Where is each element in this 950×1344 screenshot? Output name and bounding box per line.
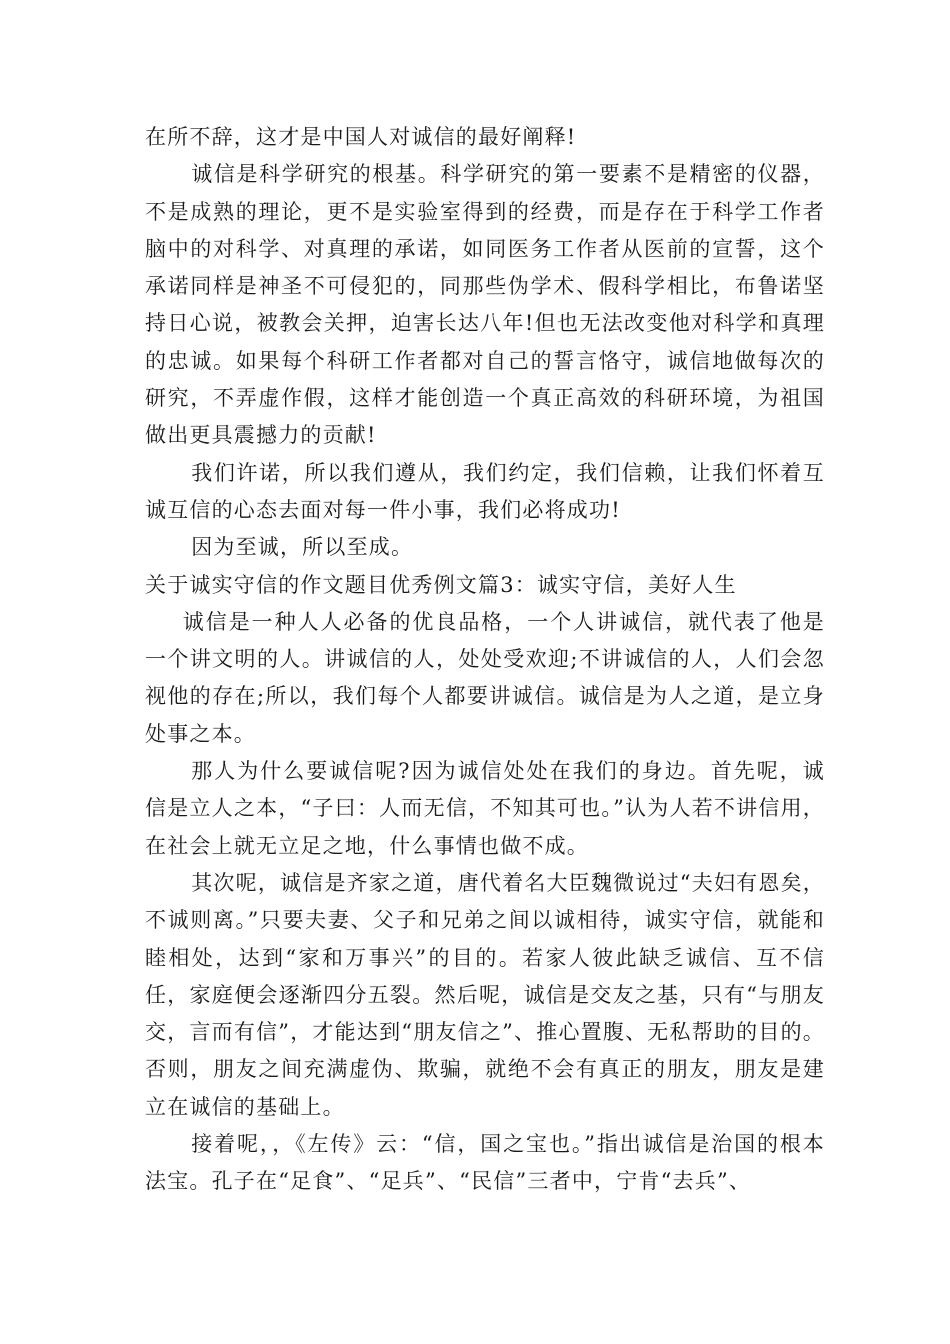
paragraph-continuation: 在所不辞，这才是中国人对诚信的最好阐释!: [145, 125, 577, 149]
section-heading: 关于诚实守信的作文题目优秀例文篇3：诚实守信，美好人生: [145, 572, 737, 597]
paragraph-family: 其次呢，诚信是齐家之道，唐代着名大臣魏微说过“夫妇有恩矣，不诚则离。”只要夫妻、父子和兄弟之间以诚相待，诚实守信，就能和睦相处，达到“家和万事兴”的目的。若家人彼此缺乏诚信、互不信任，家庭便会逐渐四分五裂。然后呢，诚信是交友之基，只有“与朋友交，言而有信”，才能达到“朋友信之”、推心置腹、无私帮助的目的。否则，朋友之间充满虚伪、欺骗，就绝不会有真正的朋友，朋友是建立在诚信的基础上。: [145, 870, 825, 1119]
paragraph-sincerity: 因为至诚，所以至成。: [191, 535, 414, 560]
paragraph-nation: 接着呢，，《左传》云：“信，国之宝也。”指出诚信是治国的根本法宝。孔子在“足食”、“足兵”、“民信”三者中，宁肯“去兵”、: [145, 1132, 825, 1194]
paragraph-science: 诚信是科学研究的根基。科学研究的第一要素不是精密的仪器，不是成熟的理论，更不是实验室得到的经费，而是存在于科学工作者脑中的对科学、对真理的承诺，如同医务工作者从医前的宣誓，这个承诺同样是神圣不可侵犯的，同那些伪学术、假科学相比，布鲁诺坚持日心说，被教会关押，迫害长达八年!但也无法改变他对科学和真理的忠诚。如果每个科研工作者都对自己的誓言恪守，诚信地做每次的研究，不弄虚作假，这样才能创造一个真正高效的科研环境，为祖国做出更具震撼力的贡献!: [145, 162, 825, 448]
paragraph-why: 那人为什么要诚信呢?因为诚信处处在我们的身边。首先呢，诚信是立人之本，“子曰：人而无信，不知其可也。”认为人若不讲信用，在社会上就无立足之地，什么事情也做不成。: [145, 759, 825, 858]
paragraph-virtue: 诚信是一种人人必备的优良品格，一个人讲诚信，就代表了他是一个讲文明的人。讲诚信的人，处处受欢迎;不讲诚信的人，人们会忽视他的存在;所以，我们每个人都要讲诚信。诚信是为人之道，是立身处事之本。: [145, 609, 825, 746]
document-body: [145, 119, 825, 1201]
paragraph-promise: 我们许诺，所以我们遵从，我们约定，我们信赖，让我们怀着互诚互信的心态去面对每一件小事，我们必将成功!: [145, 460, 825, 522]
